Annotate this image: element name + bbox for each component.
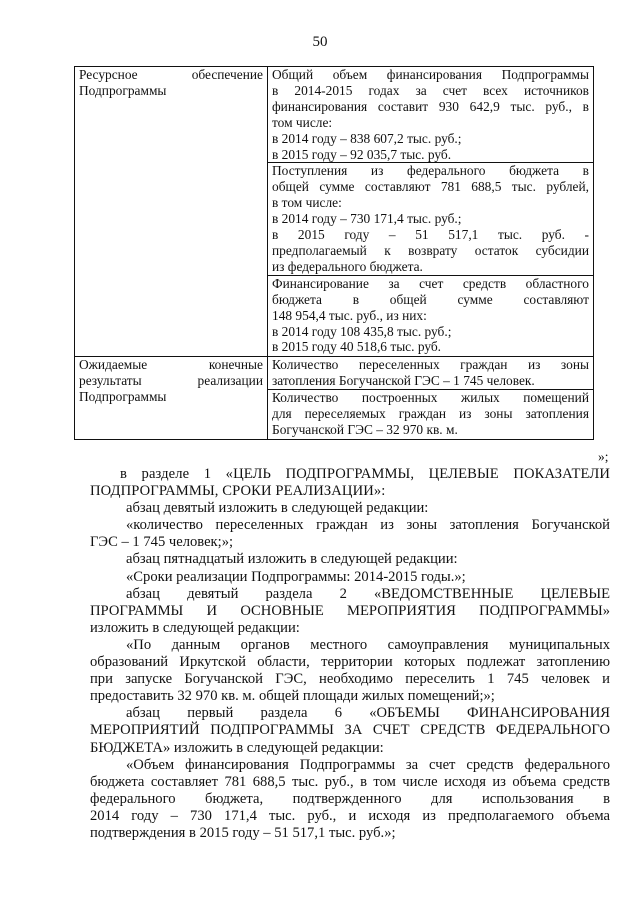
body-line: при запуске Богучанской ГЭС, необходимо переселить 1 745 человек и: [90, 671, 610, 688]
content-group-housing: [272, 390, 589, 438]
content-line: бюджета в общей сумме составляют: [272, 291, 589, 307]
body-line: федерального бюджета, подтвержденного для использования в: [90, 790, 610, 807]
content-group-resettled: [272, 357, 589, 389]
body-line: абзац пятнадцатый изложить в следующей редакции:: [126, 551, 458, 568]
body-line: предоставить 32 970 кв. м. общей площади жилых помещений;»;: [90, 688, 495, 705]
body-line: «По данным органов местного самоуправления муниципальных: [126, 636, 610, 653]
amendment-text: [90, 466, 610, 842]
label-line: результаты реализации: [79, 373, 263, 389]
body-line: в разделе 1 «ЦЕЛЬ ПОДПРОГРАММЫ, ЦЕЛЕВЫЕ ПОКАЗАТЕЛИ: [120, 466, 610, 482]
content-line: затопления Богучанской ГЭС – 1 745 человек.: [272, 373, 535, 389]
body-line: 2014 году – 730 171,4 тыс. руб., и исходя из предполагаемого объема: [90, 807, 610, 824]
content-line: в 2014 году – 730 171,4 тыс. руб.;: [272, 211, 462, 227]
body-line: абзац первый раздела 6 «ОБЪЕМЫ ФИНАНСИРОВАНИЯ: [126, 705, 610, 722]
content-line: общей сумме составляют 781 688,5 тыс. рублей,: [272, 179, 589, 195]
content-group-total: [272, 67, 589, 162]
label-line: Ресурсное обеспечение: [79, 67, 263, 82]
content-line: 148 954,4 тыс. руб., из них:: [272, 307, 427, 323]
body-line: «Сроки реализации Подпрограммы: 2014-2015 годы.»;: [126, 568, 466, 585]
content-line: из федерального бюджета.: [272, 258, 423, 274]
body-line: «Объем финансирования Подпрограммы за счет средств федерального: [126, 756, 610, 773]
content-line: в 2015 году – 92 035,7 тыс. руб.: [272, 146, 452, 162]
content-line: Количество переселенных граждан из зоны: [272, 357, 589, 373]
subprogram-passport-table: [74, 66, 594, 440]
body-line: БЮДЖЕТА» изложить в следующей редакции:: [90, 739, 384, 756]
row-label-resources: [75, 67, 268, 357]
label-line: Подпрограммы: [79, 82, 167, 98]
content-line: в 2014 году – 838 607,2 тыс. руб.;: [272, 130, 462, 146]
row-content-expected-results: [268, 357, 594, 440]
body-line: абзац девятый изложить в следующей редакции:: [126, 500, 429, 517]
content-line: финансирования составит 930 642,9 тыс. руб., в: [272, 98, 589, 114]
content-line: предполагаемый к возврату остаток субсидии: [272, 242, 589, 258]
body-line: МЕРОПРИЯТИЙ ПОДПРОГРАММЫ ЗА СЧЕТ СРЕДСТВ ФЕДЕРАЛЬНОГО: [90, 722, 610, 739]
content-line: Поступления из федерального бюджета в: [272, 163, 589, 179]
table-row-resources: [75, 67, 594, 357]
body-line: абзац девятый раздела 2 «ВЕДОМСТВЕННЫЕ ЦЕЛЕВЫЕ: [126, 585, 610, 602]
label-line: Ожидаемые конечные: [79, 357, 263, 373]
content-line: Финансирование за счет средств областного: [272, 275, 589, 291]
content-line: том числе:: [272, 114, 333, 130]
table-closing-mark: »;: [598, 449, 609, 464]
row-content-resources: [268, 67, 594, 357]
body-line: ГЭС – 1 745 человек;»;: [90, 534, 234, 551]
content-line: Общий объем финансирования Подпрограммы: [272, 67, 589, 82]
content-line: в 2015 году – 51 517,1 тыс. руб. -: [272, 227, 589, 243]
content-line: в 2014-2015 годах за счет всех источников: [272, 82, 589, 98]
row-label-expected-results: [75, 357, 268, 440]
content-line: в 2015 году 40 518,6 тыс. руб.: [272, 339, 442, 355]
body-line: ПОДПРОГРАММЫ, СРОКИ РЕАЛИЗАЦИИ»:: [90, 483, 386, 500]
body-line: ПРОГРАММЫ И ОСНОВНЫЕ МЕРОПРИЯТИЯ ПОДПРОГРАММЫ»: [90, 602, 610, 619]
table-row-expected-results: [75, 357, 594, 440]
content-line: Количество построенных жилых помещений: [272, 390, 589, 406]
label-line: Подпрограммы: [79, 389, 167, 405]
content-line: в том числе:: [272, 195, 342, 211]
page-number: 50: [312, 34, 328, 50]
content-line: для переселяемых граждан из зоны затопления: [272, 406, 589, 422]
content-line: в 2014 году 108 435,8 тыс. руб.;: [272, 323, 452, 339]
body-line: бюджета составляет 781 688,5 тыс. руб., в том числе исходя из объема средств: [90, 773, 610, 790]
body-line: «количество переселенных граждан из зоны затопления Богучанской: [126, 517, 610, 534]
content-group-regional: [272, 276, 589, 356]
body-line: изложить в следующей редакции:: [90, 619, 300, 636]
body-line: подтверждения в 2015 году – 51 517,1 тыс. руб.»;: [90, 824, 396, 841]
body-line: образований Иркутской области, территории которых подлежат затоплению: [90, 654, 610, 671]
content-line: Богучанской ГЭС – 32 970 кв. м.: [272, 421, 458, 437]
content-group-federal: [272, 163, 589, 274]
